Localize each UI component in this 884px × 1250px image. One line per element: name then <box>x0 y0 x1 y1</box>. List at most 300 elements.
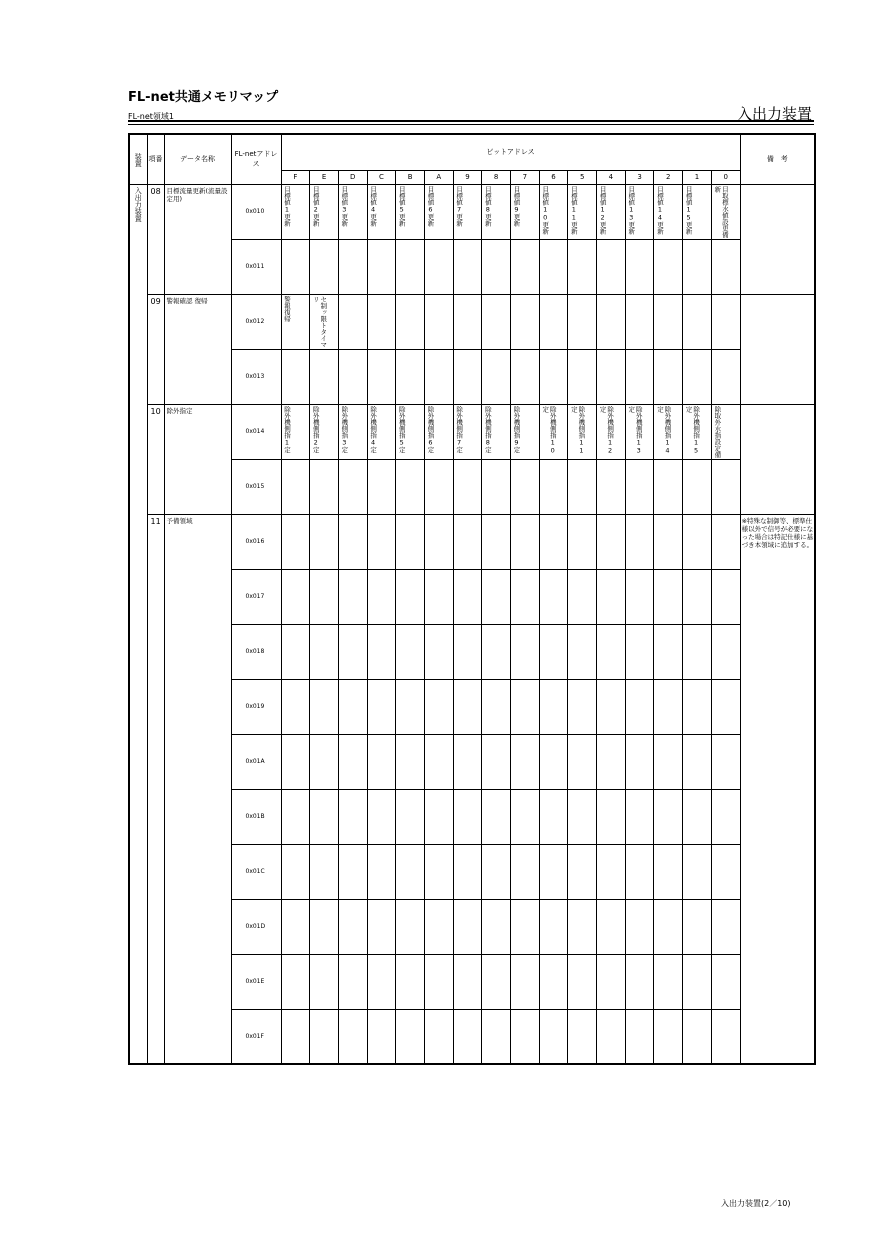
bit-cell <box>711 569 740 624</box>
bit-cell <box>511 844 540 899</box>
bit-header-cell: 3 <box>625 170 654 184</box>
bit-cell <box>453 459 482 514</box>
bit-cell <box>482 789 511 844</box>
bit-cell <box>482 514 511 569</box>
device-cell <box>129 184 147 1064</box>
bit-cell <box>367 569 396 624</box>
bit-cell <box>338 459 367 514</box>
bit-header-cell: C <box>367 170 396 184</box>
bit-header-cell: E <box>310 170 339 184</box>
bit-cell <box>625 184 654 239</box>
item-number: 09 <box>147 294 164 404</box>
table-row <box>129 404 815 459</box>
bit-cell <box>711 624 740 679</box>
bit-label: 除外機側指8定 <box>483 405 492 453</box>
address-cell: 0x01D <box>231 899 281 954</box>
bit-cell <box>568 734 597 789</box>
bit-cell <box>683 514 712 569</box>
bit-cell <box>711 789 740 844</box>
bit-cell <box>482 1009 511 1064</box>
bit-label: 警報復帰 <box>283 295 291 322</box>
table-row <box>129 239 815 294</box>
bit-cell <box>683 899 712 954</box>
bit-cell <box>597 514 626 569</box>
bit-cell <box>568 404 597 459</box>
bit-cell <box>396 954 425 1009</box>
address-cell: 0x014 <box>231 404 281 459</box>
address-cell: 0x010 <box>231 184 281 239</box>
bit-cell <box>453 239 482 294</box>
bit-header-cell: D <box>338 170 367 184</box>
bit-cell <box>511 789 540 844</box>
table-row <box>129 184 815 239</box>
bit-cell <box>539 734 568 789</box>
bit-header-cell: B <box>396 170 425 184</box>
bit-cell <box>453 404 482 459</box>
table-row <box>129 954 815 1009</box>
bit-cell <box>511 239 540 294</box>
bit-cell <box>310 734 339 789</box>
bit-cell <box>310 404 339 459</box>
bit-cell <box>597 1009 626 1064</box>
bit-cell <box>482 624 511 679</box>
bit-cell <box>281 184 310 239</box>
bit-cell <box>625 239 654 294</box>
bit-header-cell: F <box>281 170 310 184</box>
bit-cell <box>453 679 482 734</box>
bit-cell <box>683 734 712 789</box>
bit-cell <box>396 294 425 349</box>
bit-cell <box>539 349 568 404</box>
bit-cell <box>654 899 683 954</box>
bit-cell <box>511 1009 540 1064</box>
bit-cell <box>625 459 654 514</box>
bit-cell <box>539 624 568 679</box>
bit-cell <box>625 294 654 349</box>
bit-header-cell: 6 <box>539 170 568 184</box>
bit-cell <box>711 514 740 569</box>
bit-cell <box>597 734 626 789</box>
table-row <box>129 459 815 514</box>
bit-cell <box>683 624 712 679</box>
bit-cell <box>310 184 339 239</box>
bit-cell <box>625 514 654 569</box>
bit-cell <box>568 624 597 679</box>
bit-cell <box>424 734 453 789</box>
bit-label: 除外機側指12定 <box>598 405 615 454</box>
bit-cell <box>597 789 626 844</box>
bit-cell <box>597 954 626 1009</box>
bit-cell <box>597 844 626 899</box>
bit-cell <box>396 734 425 789</box>
bit-cell <box>310 844 339 899</box>
bit-cell <box>396 624 425 679</box>
address-cell: 0x011 <box>231 239 281 294</box>
bit-cell <box>281 239 310 294</box>
bit-cell <box>711 184 740 239</box>
bit-cell <box>338 844 367 899</box>
bit-cell <box>482 459 511 514</box>
address-cell: 0x01E <box>231 954 281 1009</box>
bit-cell <box>424 294 453 349</box>
bit-cell <box>396 184 425 239</box>
bit-cell <box>654 734 683 789</box>
bit-cell <box>453 349 482 404</box>
table-row <box>129 624 815 679</box>
item-number: 08 <box>147 184 164 294</box>
bit-cell <box>683 1009 712 1064</box>
item-number: 10 <box>147 404 164 514</box>
bit-cell <box>338 349 367 404</box>
bit-cell <box>711 734 740 789</box>
bit-cell <box>367 844 396 899</box>
bit-cell <box>310 514 339 569</box>
bit-label: セ制ッ限トタイマリ <box>311 295 328 348</box>
bit-cell <box>568 184 597 239</box>
bit-cell <box>367 349 396 404</box>
bit-cell <box>424 954 453 1009</box>
table-row <box>129 569 815 624</box>
bit-cell <box>683 294 712 349</box>
bit-cell <box>281 569 310 624</box>
address-cell: 0x013 <box>231 349 281 404</box>
bit-cell <box>396 459 425 514</box>
bit-cell <box>281 789 310 844</box>
address-cell: 0x017 <box>231 569 281 624</box>
data-name-cell: 警報確認 復帰 <box>164 294 231 404</box>
bit-cell <box>453 844 482 899</box>
bit-cell <box>281 844 310 899</box>
bit-cell <box>453 899 482 954</box>
bit-header-cell: 9 <box>453 170 482 184</box>
bit-cell <box>310 954 339 1009</box>
bit-cell <box>654 624 683 679</box>
bit-cell <box>597 184 626 239</box>
bit-cell <box>511 184 540 239</box>
bit-cell <box>683 184 712 239</box>
bit-cell <box>539 184 568 239</box>
bit-cell <box>482 239 511 294</box>
bit-cell <box>310 679 339 734</box>
bit-cell <box>625 679 654 734</box>
bit-cell <box>683 459 712 514</box>
data-name-header: データ名称 <box>164 134 231 184</box>
page-subtitle: FL-net領域1 <box>128 112 175 121</box>
bit-header-cell: 2 <box>654 170 683 184</box>
bit-cell <box>396 349 425 404</box>
table-row <box>129 789 815 844</box>
table-row <box>129 679 815 734</box>
bit-cell <box>625 1009 654 1064</box>
bit-cell <box>482 184 511 239</box>
bit-cell <box>453 1009 482 1064</box>
bit-cell <box>338 1009 367 1064</box>
bit-cell <box>654 239 683 294</box>
bit-label: 除外機側指14定 <box>655 405 672 454</box>
bit-cell <box>424 899 453 954</box>
address-cell: 0x012 <box>231 294 281 349</box>
bit-cell <box>453 294 482 349</box>
bit-cell <box>597 899 626 954</box>
bit-cell <box>367 294 396 349</box>
bit-cell <box>568 1009 597 1064</box>
bit-cell <box>367 679 396 734</box>
bit-cell <box>711 679 740 734</box>
bit-cell <box>597 624 626 679</box>
bit-cell <box>654 844 683 899</box>
bit-cell <box>367 789 396 844</box>
bit-label: 除外機側指1定 <box>283 405 291 453</box>
bit-cell <box>338 294 367 349</box>
remarks-cell <box>740 294 815 404</box>
remarks-cell <box>740 404 815 514</box>
bit-cell <box>539 954 568 1009</box>
table-row <box>129 294 815 349</box>
bit-cell <box>654 569 683 624</box>
category-heading: 入出力装置 <box>736 105 812 123</box>
bit-cell <box>424 679 453 734</box>
data-name-cell: 目標流量更新(流量設定用) <box>164 184 231 294</box>
page-title: FL-net共通メモリマップ <box>128 90 279 105</box>
bit-header-cell: 5 <box>568 170 597 184</box>
bit-cell <box>424 789 453 844</box>
bit-label: 目標値12更新 <box>598 185 607 234</box>
bit-cell <box>310 569 339 624</box>
bit-label: 除外機側指5定 <box>397 405 406 453</box>
bit-cell <box>625 734 654 789</box>
bit-cell <box>683 789 712 844</box>
bit-cell <box>654 954 683 1009</box>
table-row <box>129 1009 815 1064</box>
bit-cell <box>281 954 310 1009</box>
bit-cell <box>424 844 453 899</box>
bit-cell <box>625 844 654 899</box>
bit-cell <box>711 844 740 899</box>
bit-label: 目取標水値設更備新 <box>713 185 729 238</box>
bit-label: 除外機側指4定 <box>369 405 378 453</box>
bit-cell <box>683 404 712 459</box>
bit-cell <box>281 349 310 404</box>
bit-cell <box>396 1009 425 1064</box>
bit-cell <box>367 404 396 459</box>
page-footer: 入出力装置(2／10) <box>721 1199 791 1208</box>
bit-cell <box>424 404 453 459</box>
bit-cell <box>396 239 425 294</box>
bit-cell <box>424 239 453 294</box>
bit-cell <box>597 349 626 404</box>
bit-cell <box>453 734 482 789</box>
bit-cell <box>281 404 310 459</box>
bit-cell <box>711 294 740 349</box>
bit-cell <box>310 294 339 349</box>
bit-cell <box>683 954 712 1009</box>
data-name-cell: 予備領域 <box>164 514 231 1064</box>
bit-cell <box>511 734 540 789</box>
number-header: 項番 <box>147 134 164 184</box>
bit-cell <box>597 404 626 459</box>
bit-cell <box>281 679 310 734</box>
bit-cell <box>683 569 712 624</box>
bit-cell <box>453 184 482 239</box>
bit-cell <box>654 349 683 404</box>
bit-cell <box>281 1009 310 1064</box>
bit-cell <box>625 404 654 459</box>
bit-cell <box>711 349 740 404</box>
bit-cell <box>367 239 396 294</box>
bit-cell <box>453 789 482 844</box>
bit-label: 除外機側指2定 <box>311 405 320 453</box>
address-cell: 0x01C <box>231 844 281 899</box>
bit-cell <box>568 789 597 844</box>
bit-cell <box>511 404 540 459</box>
bit-cell <box>568 844 597 899</box>
address-cell: 0x016 <box>231 514 281 569</box>
bit-cell <box>310 789 339 844</box>
bit-cell <box>367 459 396 514</box>
table-row <box>129 349 815 404</box>
bit-label: 除外機側指10定 <box>541 405 557 454</box>
bit-cell <box>453 569 482 624</box>
bit-cell <box>338 184 367 239</box>
remarks-cell: ※特殊な制御等、標準仕様以外で信号が必要になった場合は特記仕様に基づき本領域に追加する。 <box>740 514 815 1064</box>
bit-cell <box>597 679 626 734</box>
bit-cell <box>338 679 367 734</box>
bit-cell <box>396 514 425 569</box>
bit-cell <box>338 954 367 1009</box>
header-rule-thin <box>128 124 814 125</box>
bit-label: 除外機側指13定 <box>627 405 643 454</box>
bit-cell <box>625 899 654 954</box>
bit-cell <box>654 789 683 844</box>
bit-cell <box>711 239 740 294</box>
bit-cell <box>310 349 339 404</box>
bit-cell <box>511 569 540 624</box>
bit-cell <box>539 899 568 954</box>
bit-cell <box>396 844 425 899</box>
bit-cell <box>424 184 453 239</box>
bit-label: 除外機側指11定 <box>569 405 586 454</box>
bit-cell <box>654 294 683 349</box>
bit-cell <box>597 459 626 514</box>
bit-cell <box>338 239 367 294</box>
bit-label: 除外機側指7定 <box>455 405 464 453</box>
bit-cell <box>338 789 367 844</box>
bit-cell <box>424 459 453 514</box>
bit-cell <box>539 679 568 734</box>
bit-cell <box>711 459 740 514</box>
table-row <box>129 734 815 789</box>
address-cell: 0x019 <box>231 679 281 734</box>
bit-cell <box>654 184 683 239</box>
bit-cell <box>338 899 367 954</box>
bit-cell <box>482 734 511 789</box>
bit-cell <box>396 679 425 734</box>
bit-cell <box>654 1009 683 1064</box>
bit-cell <box>281 514 310 569</box>
bit-header-cell: 4 <box>597 170 626 184</box>
bit-cell <box>568 459 597 514</box>
item-number: 11 <box>147 514 164 1064</box>
bit-cell <box>482 349 511 404</box>
address-header: FL-netアドレス <box>231 134 281 184</box>
bit-label: 除取外水指設定備 <box>713 405 722 458</box>
bit-cell <box>625 349 654 404</box>
bit-cell <box>482 404 511 459</box>
bit-cell <box>711 404 740 459</box>
bit-cell <box>683 349 712 404</box>
bit-cell <box>625 624 654 679</box>
bit-cell <box>568 294 597 349</box>
bit-cell <box>482 899 511 954</box>
bit-cell <box>424 1009 453 1064</box>
device-header: 装置 <box>129 134 147 184</box>
bit-label: 目標値7更新 <box>455 185 464 226</box>
bit-cell <box>568 514 597 569</box>
bit-cell <box>482 954 511 1009</box>
bit-label: 目標値8更新 <box>483 185 492 226</box>
device-label: 入出力装置 <box>134 186 143 222</box>
bit-cell <box>539 844 568 899</box>
bit-cell <box>568 679 597 734</box>
bit-cell <box>453 624 482 679</box>
address-cell: 0x018 <box>231 624 281 679</box>
bit-cell <box>711 1009 740 1064</box>
bit-cell <box>310 459 339 514</box>
bit-label: 目標値15更新 <box>684 185 693 234</box>
bit-address-header: ビットアドレス <box>281 134 740 170</box>
bit-cell <box>310 899 339 954</box>
bit-cell <box>338 404 367 459</box>
bit-cell <box>424 569 453 624</box>
bit-label: 目標値9更新 <box>512 185 521 226</box>
bit-label: 目標値11更新 <box>569 185 578 234</box>
bit-cell <box>654 679 683 734</box>
data-name-cell: 除外指定 <box>164 404 231 514</box>
bit-cell <box>625 569 654 624</box>
bit-label: 目標値2更新 <box>311 185 320 226</box>
bit-cell <box>511 679 540 734</box>
bit-cell <box>511 624 540 679</box>
address-cell: 0x01B <box>231 789 281 844</box>
bit-header-cell: 7 <box>511 170 540 184</box>
bit-header-cell: 0 <box>711 170 740 184</box>
bit-cell <box>310 1009 339 1064</box>
bit-label: 目標値13更新 <box>627 185 636 234</box>
memory-map-table <box>128 133 816 1065</box>
bit-cell <box>367 184 396 239</box>
bit-cell <box>367 734 396 789</box>
bit-label: 目標値6更新 <box>426 185 435 226</box>
bit-cell <box>711 954 740 1009</box>
bit-cell <box>539 404 568 459</box>
bit-cell <box>396 569 425 624</box>
bit-cell <box>482 569 511 624</box>
bit-cell <box>396 899 425 954</box>
bit-header-cell: A <box>424 170 453 184</box>
bit-cell <box>396 789 425 844</box>
bit-cell <box>396 404 425 459</box>
bit-cell <box>568 569 597 624</box>
bit-cell <box>568 349 597 404</box>
bit-cell <box>597 294 626 349</box>
bit-cell <box>654 514 683 569</box>
bit-cell <box>310 624 339 679</box>
bit-label: 目標値4更新 <box>369 185 378 226</box>
bit-cell <box>511 954 540 1009</box>
bit-cell <box>539 294 568 349</box>
bit-cell <box>511 294 540 349</box>
bit-cell <box>683 239 712 294</box>
